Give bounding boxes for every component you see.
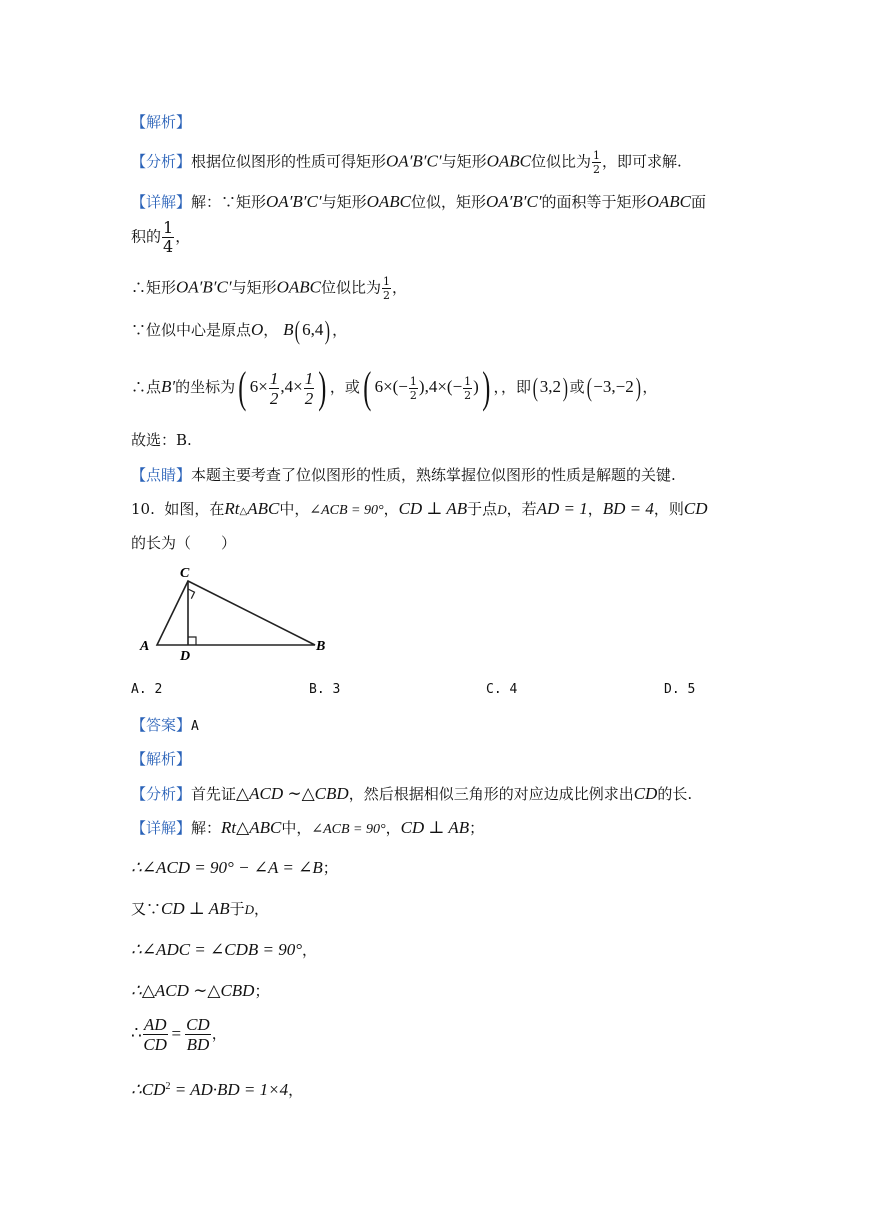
step-similar: ∴△ACD ∼△CBD； [131, 981, 270, 1000]
step-proportion: ∴ $\frac{AD}{CD}$ = $\frac{CD}{BD}$ ， [131, 1015, 227, 1054]
fraction-ad-cd: $\frac{AD}{CD}$ [143, 1015, 167, 1054]
xiangjie-line-3: 【详解】解：Rt△ABC中，∠ACB = 90°，CD ⊥ AB； [131, 818, 485, 837]
option-b: B. 3 [309, 682, 341, 697]
fraction-half: $\frac{1}{2}$ [593, 149, 600, 176]
xiangjie-line-1: 【详解】解：∵矩形OA′B′C′与矩形OABC位似，矩形OA′B′C′的面积等于矩形OABC面 [131, 192, 706, 211]
right-angle-mark-c [188, 589, 195, 599]
dianjing-tag: 【点睛】 [131, 466, 192, 484]
xiangjie-line-2: 积的 $\frac{1}{4}$ ， [131, 218, 191, 256]
fraction-half: $\frac{1}{2}$ [269, 368, 279, 408]
question-number: 10. [131, 500, 155, 518]
right-triangle-figure [130, 560, 340, 665]
fraction-half: $\frac{1}{2}$ [464, 374, 472, 402]
coordinate-line: ∴点B′的坐标为( 6× $\frac{1}{2}$ ,4× $\frac{1}{2}$ ) ，或( 6×(− $\frac{1}{2}$ ),4×(− $\frac{1}{2}$ )) ，，即( 3,2) 或( −3,−2) ， [131, 363, 658, 412]
label-b: B [316, 639, 326, 654]
jiexi-heading-2: 【解析】 [131, 750, 192, 768]
step-square: $\therefore CD^2 = AD\cdot BD = 1\times 4$， [131, 1080, 304, 1099]
answer-value: A [191, 719, 199, 734]
fenxi-line: 【分析】根据位似图形的性质可得矩形OA′B′C′与矩形OABC位似比为 $\frac{1}{2}$ ，即可求解. [131, 149, 682, 176]
step-right-angles: ∴∠ADC = ∠CDB = 90°， [131, 940, 318, 959]
step-perpendicular: 又∵CD ⊥ AB于D， [131, 899, 270, 918]
fraction-half: $\frac{1}{2}$ [409, 374, 417, 402]
daan-tag: 【答案】 [131, 716, 192, 734]
question-10-line-2: 的长为（ ） [131, 534, 237, 552]
jiexi-heading: 【解析】 [131, 113, 192, 131]
answer-choice-line: 故选：B. [131, 431, 192, 449]
xiangjie-tag: 【详解】 [131, 193, 192, 211]
fraction-cd-bd: $\frac{CD}{BD}$ [186, 1015, 210, 1054]
center-line: ∵位似中心是原点O， B( 6,4) ， [131, 316, 348, 345]
answer-line [131, 716, 199, 735]
dianjing-line: 【点睛】本题主要考查了位似图形的性质，熟练掌握位似图形的性质是解题的关键. [131, 466, 676, 484]
ratio-line: ∴矩形OA′B′C′与矩形OABC位似比为 $\frac{1}{2}$ ， [131, 275, 407, 302]
question-10-line-1: 10. 如图，在Rt△ABC中，∠ACB = 90°，CD ⊥ AB于点D，若AD = 1，BD = 4，则CD [131, 499, 708, 518]
triangle-abc [157, 581, 315, 645]
label-d: D [180, 649, 191, 664]
label-a: A [140, 639, 150, 654]
fenxi-tag: 【分析】 [131, 785, 192, 803]
fenxi-tag: 【分析】 [131, 152, 192, 171]
option-a: A. 2 [131, 682, 163, 697]
fraction-half: $\frac{1}{2}$ [382, 275, 390, 302]
label-c: C [180, 566, 190, 581]
xiangjie-tag: 【详解】 [131, 819, 192, 837]
fenxi-line-2: 【分析】首先证△ACD ∼△CBD，然后根据相似三角形的对应边成比例求出CD的长. [131, 784, 693, 803]
option-d: D. 5 [664, 682, 696, 697]
fraction-half: $\frac{1}{2}$ [304, 368, 314, 408]
fraction-quarter: $\frac{1}{4}$ [163, 218, 174, 256]
option-c: C. 4 [486, 682, 518, 697]
step-angle-acd: ∴∠ACD = 90° − ∠A = ∠B； [131, 858, 338, 877]
right-angle-mark-d [188, 637, 196, 645]
